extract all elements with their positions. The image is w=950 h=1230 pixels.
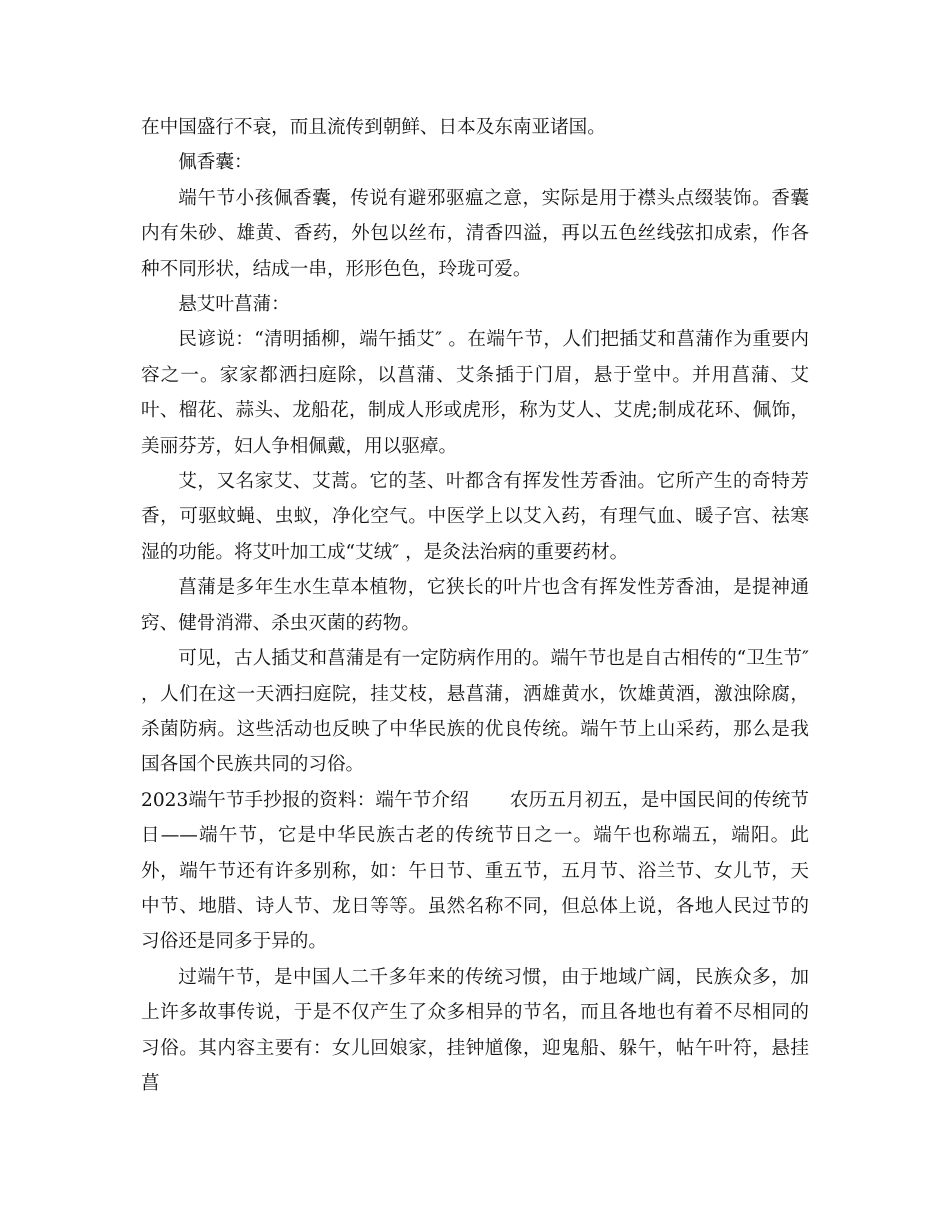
document-body xyxy=(141,110,809,1101)
paragraph-proverb: 民谚说：“清明插柳，端午插艾″ 。在端午节，人们把插艾和菖蒲作为重要内容之一。家家都洒扫庭除，以菖蒲、艾条插于门眉，悬于堂中。并用菖蒲、艾叶、榴花、蒜头、龙船花，制成人形或虎形，称为艾人、艾虎;制成花环、佩饰，美丽芬芳，妇人争相佩戴，用以驱瘴。 xyxy=(141,329,809,457)
heading-mugwort-calamus: 悬艾叶菖蒲： xyxy=(178,294,290,316)
paragraph-calamus: 菖蒲是多年生水生草本植物，它狭长的叶片也含有挥发性芳香油，是提神通窍、健骨消滞、杀虫灭菌的药物。 xyxy=(141,577,809,634)
paragraph-mugwort: 艾，又名家艾、艾蒿。它的茎、叶都含有挥发性芳香油。它所产生的奇特芳香，可驱蚊蝇、虫蚁，净化空气。中医学上以艾入药，有理气血、暖子宫、祛寒湿的功能。将艾叶加工成“艾绒″ ，是灸法治病的重要药材。 xyxy=(141,471,809,563)
section-title: 2023端午节手抄报的资料：端午节介绍 xyxy=(141,789,469,811)
paragraph-customs: 过端午节，是中国人二千多年来的传统习惯，由于地域广阔，民族众多，加上许多故事传说，于是不仅产生了众多相异的节名，而且各地也有着不尽相同的习俗。其内容主要有：女儿回娘家，挂钟馗像，迎鬼船、躲午，帖午叶符，悬挂菖 xyxy=(141,966,809,1094)
paragraph-hygiene-festival: 可见，古人插艾和菖蒲是有一定防病作用的。端午节也是自古相传的“卫生节″ ，人们在这一天洒扫庭院，挂艾枝，悬菖蒲，洒雄黄水，饮雄黄酒，激浊除腐，杀菌防病。这些活动也反映了中华民族的优良传统。端午节上山采药，那么是我国各国个民族共同的习俗。 xyxy=(141,648,809,776)
paragraph-intro-continuation: 在中国盛行不衰，而且流传到朝鲜、日本及东南亚诸国。 xyxy=(141,117,606,138)
festival-intro-text: 农历五月初五，是中国民间的传统节日——端午节，它是中华民族古老的传统节日之一。端午也称端五，端阳。此外，端午节还有许多别称，如：午日节、重五节，五月节、浴兰节、女儿节，天中节、地腊、诗人节、龙日等等。虽然名称不同，但总体上说，各地人民过节的习俗还是同多于异的。 xyxy=(141,789,809,953)
paragraph-festival-intro xyxy=(141,783,809,960)
heading-sachet: 佩香囊： xyxy=(178,152,253,174)
paragraph-sachet: 端午节小孩佩香囊，传说有避邪驱瘟之意，实际是用于襟头点缀装饰。香囊内有朱砂、雄黄、香药，外包以丝布，清香四溢，再以五色丝线弦扣成索，作各种不同形状，结成一串，形形色色，玲珑可爱。 xyxy=(141,187,809,280)
